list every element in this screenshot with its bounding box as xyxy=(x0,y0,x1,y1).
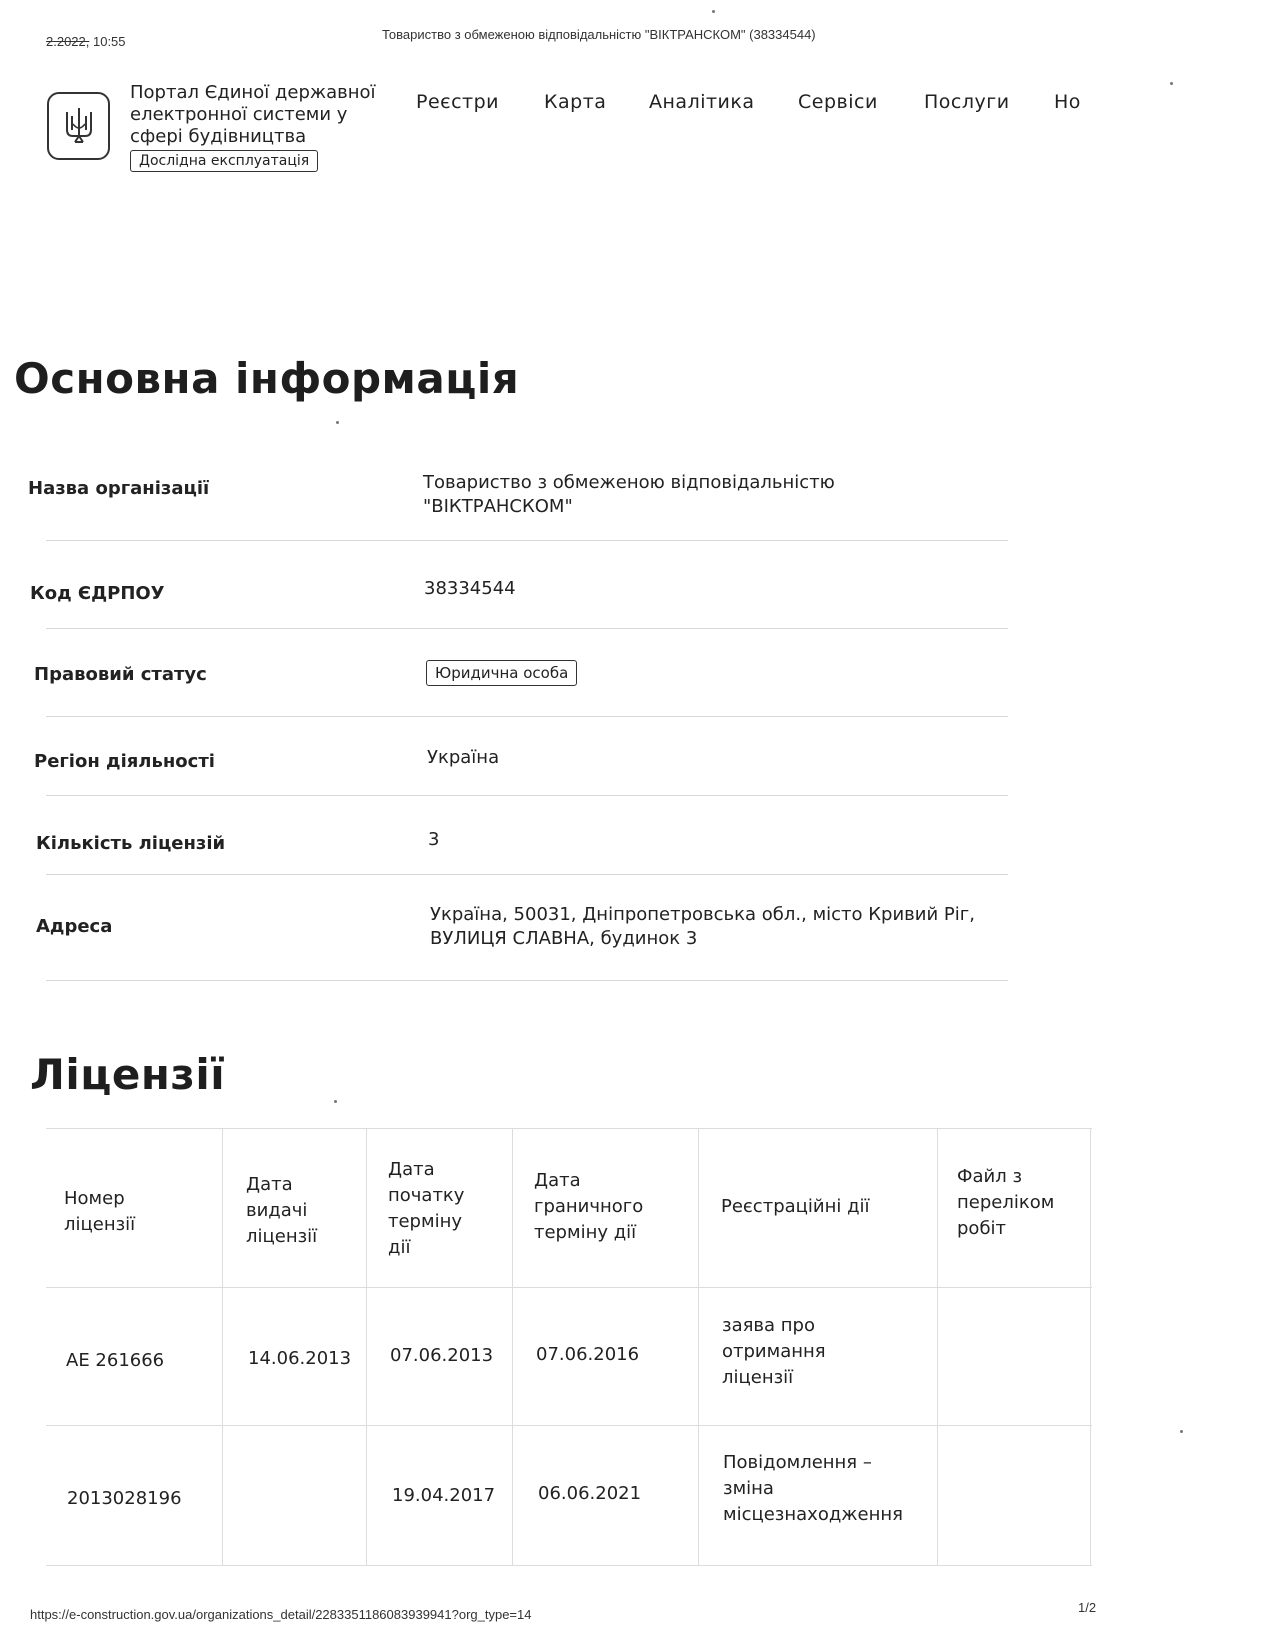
licenses-heading: Ліцензії xyxy=(30,1050,226,1099)
info-divider xyxy=(46,628,1008,629)
header-line: ліцензії xyxy=(246,1226,318,1247)
portal-title-line-1: Портал Єдиної державної xyxy=(130,82,376,103)
header-line: видачі xyxy=(246,1200,308,1221)
info-value-license-count: 3 xyxy=(428,829,440,850)
table-border-top xyxy=(46,1128,1092,1129)
table-col-divider xyxy=(366,1128,367,1565)
portal-title[interactable] xyxy=(130,82,376,148)
table-col-divider xyxy=(512,1128,513,1565)
header-line: Дата xyxy=(246,1174,293,1195)
column-header-license-number xyxy=(64,1186,135,1238)
info-divider xyxy=(46,980,1008,981)
legal-status-badge: Юридична особа xyxy=(426,660,577,686)
print-date-struck: 2.2022, xyxy=(46,34,90,49)
table-row-divider xyxy=(46,1425,1092,1426)
main-info-heading: Основна інформація xyxy=(14,354,520,403)
header-line: ліцензії xyxy=(64,1214,136,1235)
table-cell-start-date: 19.04.2017 xyxy=(392,1485,496,1506)
footer-url: https://e-construction.gov.ua/organizations_detail/2283351186083939941?org_type=14 xyxy=(30,1607,532,1622)
table-cell-start-date: 07.06.2013 xyxy=(390,1345,494,1366)
nav-item-news[interactable]: Но xyxy=(1054,91,1081,113)
cell-line: зміна xyxy=(723,1478,774,1499)
scan-speck xyxy=(1170,82,1173,85)
header-line: робіт xyxy=(957,1218,1007,1239)
info-label-legal-status: Правовий статус xyxy=(34,664,207,685)
table-cell-end-date: 06.06.2021 xyxy=(538,1483,642,1504)
table-col-divider xyxy=(222,1128,223,1565)
table-col-divider xyxy=(698,1128,699,1565)
info-divider xyxy=(46,874,1008,875)
info-value-address-line-1: Україна, 50031, Дніпропетровська обл., місто Кривий Ріг, xyxy=(430,904,975,925)
info-value-org-name xyxy=(423,471,835,519)
header-line: початку xyxy=(388,1185,465,1206)
nav-item-map[interactable]: Карта xyxy=(544,91,607,113)
header-line: Дата xyxy=(534,1170,581,1191)
print-date xyxy=(46,34,126,49)
table-border-bottom xyxy=(46,1565,1092,1566)
header-line: терміну xyxy=(388,1211,462,1232)
footer-page-number: 1/2 xyxy=(1078,1600,1097,1615)
table-border-right xyxy=(1090,1128,1091,1565)
scan-speck xyxy=(1180,1430,1183,1433)
table-cell-registration-action xyxy=(722,1313,826,1391)
header-line: граничного xyxy=(534,1196,644,1217)
info-divider xyxy=(46,795,1008,796)
table-row-divider xyxy=(46,1287,1092,1288)
nav-item-analytics[interactable]: Аналітика xyxy=(649,91,755,113)
column-header-works-file xyxy=(957,1164,1054,1242)
table-cell-registration-action xyxy=(723,1450,903,1528)
cell-line: отримання xyxy=(722,1341,826,1362)
cell-line: заява про xyxy=(722,1315,815,1336)
print-time: 10:55 xyxy=(89,34,126,49)
scan-speck xyxy=(336,421,339,424)
column-header-start-date xyxy=(388,1157,464,1261)
table-cell-license-number: 2013028196 xyxy=(67,1488,182,1509)
header-line: терміну дії xyxy=(534,1222,637,1243)
pilot-badge: Дослідна експлуатація xyxy=(130,150,318,172)
info-divider xyxy=(46,716,1008,717)
header-line: переліком xyxy=(957,1192,1055,1213)
column-header-registration-actions xyxy=(721,1194,870,1220)
scan-speck xyxy=(334,1100,337,1103)
column-header-issue-date xyxy=(246,1172,317,1250)
info-label-org-name: Назва організації xyxy=(28,478,210,499)
scan-speck xyxy=(712,10,715,13)
header-line: Реєстраційні дії xyxy=(721,1196,870,1217)
portal-logo[interactable] xyxy=(47,92,110,160)
table-cell-end-date: 07.06.2016 xyxy=(536,1344,640,1365)
info-value-region: Україна xyxy=(427,747,500,768)
table-col-divider xyxy=(937,1128,938,1565)
info-value-org-name-line-2: "ВІКТРАНСКОМ" xyxy=(423,496,573,517)
nav-item-provisions[interactable]: Послуги xyxy=(924,91,1010,113)
info-divider xyxy=(46,540,1008,541)
cell-line: місцезнаходження xyxy=(723,1504,903,1525)
portal-title-line-2: електронної системи у xyxy=(130,104,348,125)
header-line: Номер xyxy=(64,1188,125,1209)
cell-line: Повідомлення – xyxy=(723,1452,872,1473)
info-value-org-name-line-1: Товариство з обмеженою відповідальністю xyxy=(423,472,835,493)
column-header-end-date xyxy=(534,1168,643,1246)
header-line: Дата xyxy=(388,1159,435,1180)
nav-item-registries[interactable]: Реєстри xyxy=(416,91,499,113)
header-line: дії xyxy=(388,1237,411,1258)
nav-item-services[interactable]: Сервіси xyxy=(798,91,878,113)
table-cell-license-number: АЕ 261666 xyxy=(66,1350,165,1371)
info-value-address xyxy=(430,903,975,951)
portal-title-line-3: сфері будівництва xyxy=(130,126,307,147)
info-label-address: Адреса xyxy=(36,916,113,937)
info-value-edrpou: 38334544 xyxy=(424,578,516,599)
cell-line: ліцензії xyxy=(722,1367,794,1388)
info-label-edrpou: Код ЄДРПОУ xyxy=(30,583,165,604)
print-title: Товариство з обмеженою відповідальністю "ВІКТРАНСКОМ" (38334544) xyxy=(382,27,816,42)
header-line: Файл з xyxy=(957,1166,1023,1187)
info-label-region: Регіон діяльності xyxy=(34,751,215,772)
info-value-address-line-2: ВУЛИЦЯ СЛАВНА, будинок 3 xyxy=(430,928,698,949)
table-cell-issue-date: 14.06.2013 xyxy=(248,1348,352,1369)
info-label-license-count: Кількість ліцензій xyxy=(36,833,226,854)
trident-icon xyxy=(61,106,97,146)
